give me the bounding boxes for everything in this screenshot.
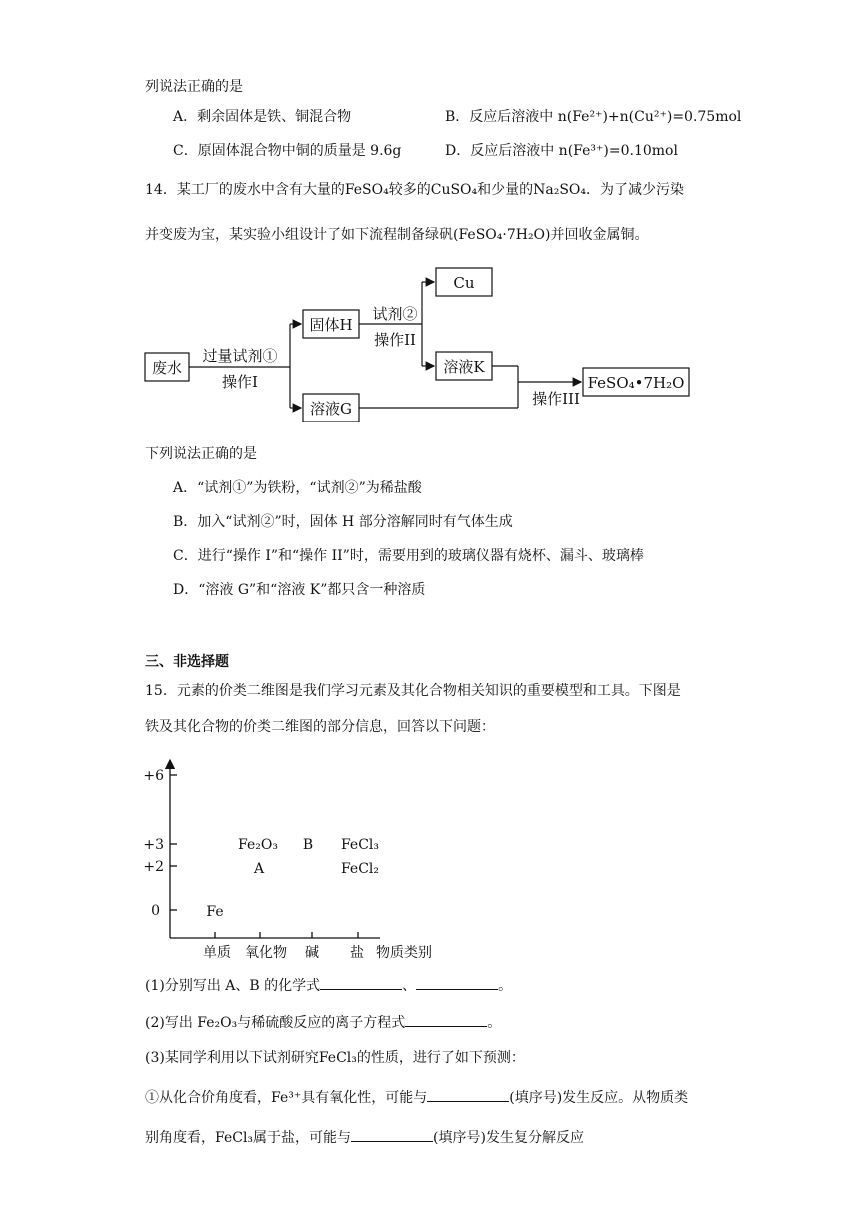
answer-blank-b[interactable]: [416, 975, 498, 990]
op3-label: 操作III: [532, 390, 580, 408]
period: 。: [498, 978, 513, 994]
q14-option-d: D．“溶液 G”和“溶液 K”都只含一种溶质: [173, 582, 426, 598]
option-a: A．剩余固体是铁、铜混合物: [173, 109, 352, 125]
y-tick-0: 0: [151, 903, 160, 919]
product-label: FeSO₄•7H₂O: [587, 374, 685, 392]
op2-label: 操作II: [374, 331, 416, 349]
x-tick-salt: 盐: [350, 945, 364, 961]
answer-blank-equation[interactable]: [405, 1012, 487, 1027]
q15-part2: [145, 1012, 501, 1033]
question-stem: 列说法正确的是: [145, 79, 243, 95]
point-a: A: [253, 861, 265, 877]
q15-part2-text: (2)写出 Fe₂O₃与稀硫酸反应的离子方程式: [145, 1015, 406, 1031]
reagent2-label: 试剂②: [372, 305, 418, 323]
x-tick-element: 单质: [203, 945, 231, 961]
x-tick-base: 碱: [305, 945, 319, 961]
point-b: B: [302, 837, 314, 853]
q15-stem-line2: 铁及其化合物的价类二维图的部分信息，回答以下问题：: [145, 719, 495, 735]
waste-label: 废水: [151, 359, 183, 377]
reagent1-label: 过量试剂①: [202, 347, 278, 365]
q15-part1: [145, 975, 512, 996]
q15-part3-1-line1: [145, 1087, 688, 1108]
answer-blank-a[interactable]: [320, 975, 402, 990]
q15-part3-1-a: ①从化合价角度看，Fe³⁺具有氧化性，可能与: [145, 1090, 428, 1106]
solution-g-label: 溶液G: [310, 400, 352, 418]
q15-part3: (3)某同学利用以下试剂研究FeCl₃的性质，进行了如下预测：: [145, 1050, 525, 1066]
q15-part1-text: (1)分别写出 A、B 的化学式: [145, 978, 321, 994]
separator: 、: [402, 978, 417, 994]
option-b: B．反应后溶液中 n(Fe²⁺)+n(Cu²⁺)=0.75mol: [445, 109, 742, 125]
answer-blank-metathesis[interactable]: [351, 1127, 433, 1142]
period: 。: [487, 1015, 502, 1031]
section-title: 三、非选择题: [145, 654, 229, 670]
q14-prompt: 下列说法正确的是: [145, 446, 257, 462]
q15-stem-line1: 15．元素的价类二维图是我们学习元素及其化合物相关知识的重要模型和工具。下图是: [145, 683, 681, 699]
option-d: D．反应后溶液中 n(Fe³⁺)=0.10mol: [445, 143, 678, 159]
op1-label: 操作I: [222, 373, 258, 391]
q14-stem-line2: 并变废为宝，某实验小组设计了如下流程制备绿矾(FeSO₄·7H₂O)并回收金属铜。: [145, 227, 649, 243]
point-fecl3: FeCl₃: [340, 837, 380, 853]
q14-option-c: C．进行“操作 I”和“操作 II”时，需要用到的玻璃仪器有烧杯、漏斗、玻璃棒: [173, 548, 644, 564]
q15-part3-1-b: (填序号)发生反应。从物质类: [509, 1090, 689, 1106]
solution-k-label: 溶液K: [443, 358, 485, 376]
solid-h-label: 固体H: [309, 316, 353, 334]
q14-stem-line1: 14．某工厂的废水中含有大量的FeSO₄较多的CuSO₄和少量的Na₂SO₄．为了减少污染: [145, 182, 685, 198]
q15-part3-1-line2: [145, 1127, 584, 1148]
process-flow-diagram: [0, 262, 860, 422]
valence-category-chart: [0, 752, 860, 972]
point-fe: Fe: [206, 904, 224, 920]
x-tick-oxide: 氧化物: [245, 945, 287, 961]
q14-option-b: B．加入“试剂②”时，固体 H 部分溶解同时有气体生成: [173, 514, 513, 530]
cu-label: Cu: [453, 274, 475, 292]
q15-part3-1-c: 别角度看，FeCl₃属于盐，可能与: [145, 1130, 352, 1146]
y-tick-6: +6: [143, 768, 164, 784]
q15-part3-1-d: (填序号)发生复分解反应: [433, 1130, 584, 1146]
q14-option-a: A．“试剂①”为铁粉，“试剂②”为稀盐酸: [173, 480, 422, 496]
y-tick-2: +2: [143, 859, 164, 875]
x-axis-label: 物质类别: [376, 945, 432, 961]
point-fecl2: FeCl₂: [340, 861, 380, 877]
answer-blank-redox[interactable]: [427, 1087, 509, 1102]
point-fe2o3: Fe₂O₃: [238, 837, 278, 853]
y-tick-3: +3: [143, 837, 164, 853]
option-c: C．原固体混合物中铜的质量是 9.6g: [173, 143, 402, 159]
